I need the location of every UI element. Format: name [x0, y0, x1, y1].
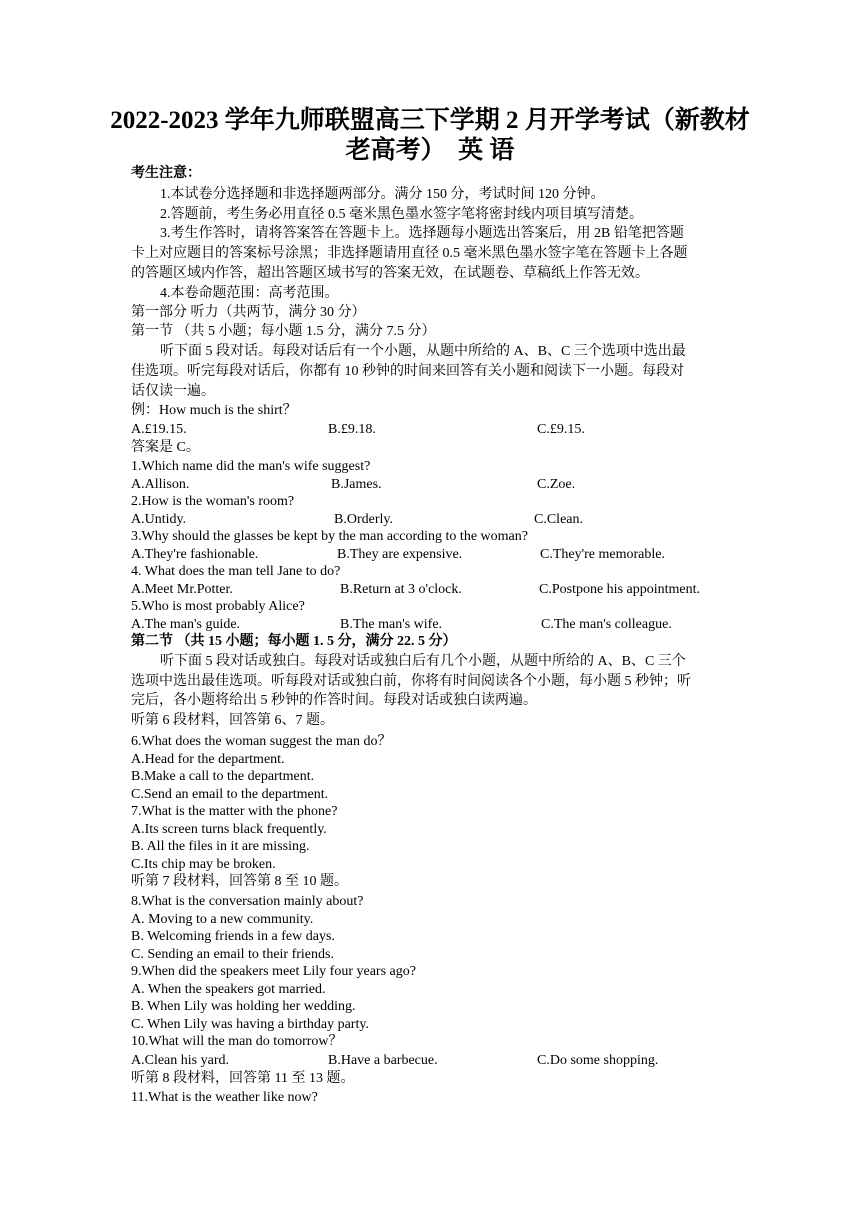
- part1-heading: 第一部分 听力（共两节，满分 30 分）: [131, 305, 366, 320]
- q8-option-a: A. Moving to a new community.: [131, 912, 314, 927]
- q10-option-a: A.Clean his yard.: [131, 1053, 229, 1068]
- q8-option-b: B. Welcoming friends in a few days.: [131, 929, 335, 944]
- q6-option-b: B.Make a call to the department.: [131, 769, 315, 784]
- example-option-c: C.£9.15.: [537, 422, 585, 437]
- notice-heading: 考生注意：: [131, 166, 201, 181]
- material-8-heading: 听第 8 段材料，回答第 11 至 13 题。: [131, 1071, 355, 1086]
- example-option-b: B.£9.18.: [328, 422, 376, 437]
- question-5: 5.Who is most probably Alice?: [131, 599, 305, 614]
- section2-heading: 第二节 （共 15 小题；每小题 1. 5 分，满分 22. 5 分）: [131, 634, 457, 649]
- material-6-heading: 听第 6 段材料，回答第 6、7 题。: [131, 713, 334, 728]
- section1-heading: 第一节 （共 5 小题；每小题 1.5 分，满分 7.5 分）: [131, 324, 436, 339]
- question-7: 7.What is the matter with the phone?: [131, 804, 338, 819]
- notice-item-2: 2.答题前，考生务必用直径 0.5 毫米黑色墨水签字笔将密封线内项目填写清楚。: [160, 207, 643, 222]
- q7-option-a: A.Its screen turns black frequently.: [131, 822, 327, 837]
- q5-option-c: C.The man's colleague.: [541, 617, 672, 632]
- q9-option-c: C. When Lily was having a birthday party.: [131, 1017, 369, 1032]
- section1-instructions-1: 听下面 5 段对话。每段对话后有一个小题，从题中所给的 A、B、C 三个选项中选出最: [160, 344, 686, 359]
- question-11: 11.What is the weather like now?: [131, 1090, 318, 1105]
- q5-option-b: B.The man's wife.: [340, 617, 443, 632]
- q8-option-c: C. Sending an email to their friends.: [131, 947, 334, 962]
- q4-option-c: C.Postpone his appointment.: [539, 582, 700, 597]
- example-answer: 答案是 C。: [131, 440, 200, 455]
- q2-option-c: C.Clean.: [534, 512, 583, 527]
- notice-item-3-cont1: 卡上对应题目的答案标号涂黑；非选择题请用直径 0.5 毫米黑色墨水签字笔在答题卡上各题: [131, 246, 688, 261]
- exam-title-line2: 老高考） 英 语: [345, 137, 515, 164]
- question-9: 9.When did the speakers meet Lily four years ago?: [131, 964, 416, 979]
- q2-option-b: B.Orderly.: [334, 512, 393, 527]
- q7-option-b: B. All the files in it are missing.: [131, 839, 310, 854]
- q10-option-c: C.Do some shopping.: [537, 1053, 659, 1068]
- question-3: 3.Why should the glasses be kept by the man according to the woman?: [131, 529, 528, 544]
- section1-instructions-2: 佳选项。听完每段对话后，你都有 10 秒钟的时间来回答有关小题和阅读下一小题。每段对: [131, 364, 684, 379]
- section2-instructions-1: 听下面 5 段对话或独白。每段对话或独白后有几个小题，从题中所给的 A、B、C 三个: [160, 654, 686, 669]
- exam-title-line1: 2022-2023 学年九师联盟高三下学期 2 月开学考试（新教材: [110, 107, 750, 134]
- example-question: 例：How much is the shirt？: [131, 403, 297, 418]
- question-1: 1.Which name did the man's wife suggest?: [131, 459, 371, 474]
- notice-item-3-cont2: 的答题区域内作答，超出答题区域书写的答案无效，在试题卷、草稿纸上作答无效。: [131, 266, 649, 281]
- q10-option-b: B.Have a barbecue.: [328, 1053, 438, 1068]
- question-6: 6.What does the woman suggest the man do？: [131, 734, 392, 749]
- section2-instructions-3: 完后，各小题将给出 5 秒钟的作答时间。每段对话或独白读两遍。: [131, 693, 537, 708]
- q6-option-c: C.Send an email to the department.: [131, 787, 329, 802]
- section2-instructions-2: 选项中选出最佳选项。听每段对话或独白前，你将有时间阅读各个小题，每小题 5 秒钟；听: [131, 674, 691, 689]
- example-option-a: A.£19.15.: [131, 422, 187, 437]
- q5-option-a: A.The man's guide.: [131, 617, 241, 632]
- q3-option-c: C.They're memorable.: [540, 547, 665, 562]
- q1-option-a: A.Allison.: [131, 477, 190, 492]
- q7-option-c: C.Its chip may be broken.: [131, 857, 276, 872]
- question-2: 2.How is the woman's room?: [131, 494, 295, 509]
- q9-option-a: A. When the speakers got married.: [131, 982, 326, 997]
- question-4: 4. What does the man tell Jane to do?: [131, 564, 341, 579]
- q6-option-a: A.Head for the department.: [131, 752, 285, 767]
- q1-option-b: B.James.: [331, 477, 382, 492]
- question-8: 8.What is the conversation mainly about?: [131, 894, 364, 909]
- q3-option-b: B.They are expensive.: [337, 547, 463, 562]
- q4-option-b: B.Return at 3 o'clock.: [340, 582, 462, 597]
- q3-option-a: A.They're fashionable.: [131, 547, 259, 562]
- q4-option-a: A.Meet Mr.Potter.: [131, 582, 233, 597]
- question-10: 10.What will the man do tomorrow？: [131, 1034, 343, 1049]
- notice-item-1: 1.本试卷分选择题和非选择题两部分。满分 150 分，考试时间 120 分钟。: [160, 187, 605, 202]
- notice-item-4: 4.本卷命题范围：高考范围。: [160, 286, 339, 301]
- material-7-heading: 听第 7 段材料，回答第 8 至 10 题。: [131, 874, 348, 889]
- q1-option-c: C.Zoe.: [537, 477, 576, 492]
- notice-item-3: 3.考生作答时，请将答案答在答题卡上。选择题每小题选出答案后，用 2B 铅笔把答题: [160, 226, 684, 241]
- q9-option-b: B. When Lily was holding her wedding.: [131, 999, 356, 1014]
- q2-option-a: A.Untidy.: [131, 512, 187, 527]
- section1-instructions-3: 话仅读一遍。: [131, 384, 215, 399]
